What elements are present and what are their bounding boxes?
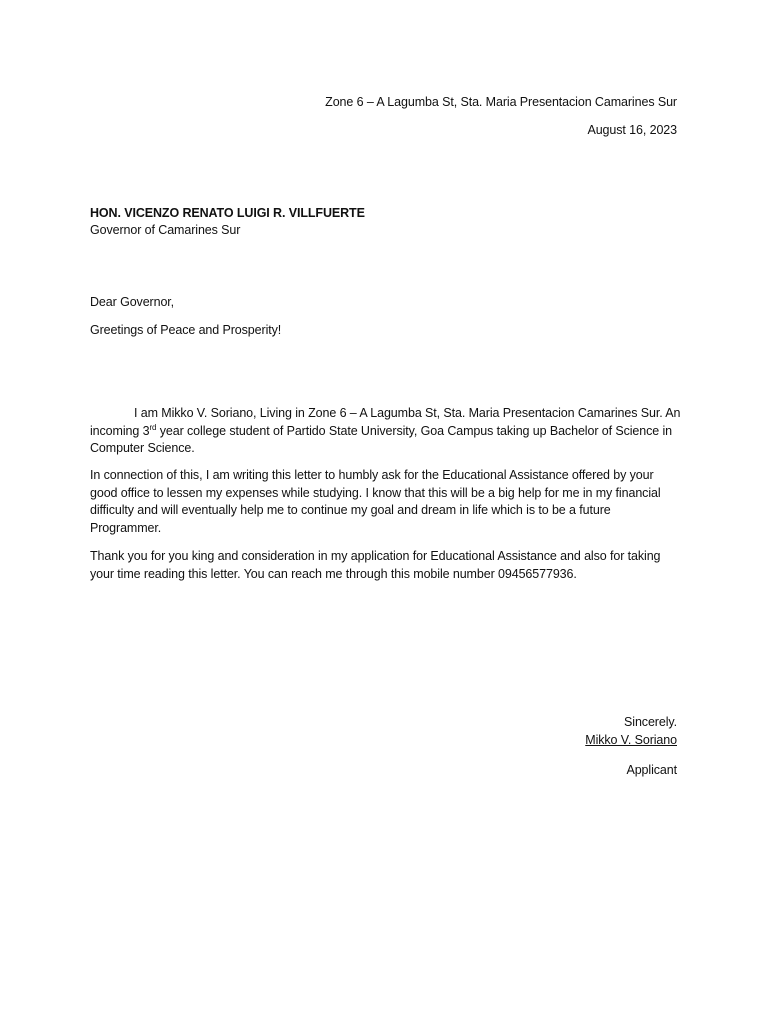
signature-role: Applicant (626, 763, 677, 777)
closing: Sincerely. (624, 715, 677, 729)
paragraph-2-text: In connection of this, I am writing this letter to humbly ask for the Educational Assistance offered by your good office to lessen my expenses while studying. I know that this will be a big help for me in my financial difficulty and will eventually help me to continue my goal and dream in life which is to be a future Programmer. (90, 468, 661, 535)
paragraph-1-text-b: year college student of Partido State University, Goa Campus taking up Bachelor of Science in Computer Science. (90, 423, 673, 455)
salutation: Dear Governor, (90, 295, 175, 309)
body-paragraph-2 (90, 467, 682, 537)
body-paragraph-3 (90, 548, 682, 583)
recipient-title: Governor of Camarines Sur (90, 223, 241, 237)
signature-name: Mikko V. Soriano (585, 733, 677, 747)
paragraph-3-text: Thank you for you king and consideration in my application for Educational Assistance and also for taking your time reading this letter. You can reach me through this mobile number 09456577936. (90, 549, 661, 581)
recipient-name: HON. VICENZO RENATO LUIGI R. VILLFUERTE (90, 206, 365, 220)
ordinal-suffix: rd (149, 422, 157, 432)
body-paragraph-1 (90, 405, 682, 458)
paragraph-1-text-a: I am Mikko V. Soriano, Living in Zone 6 – A Lagumba St, Sta. Maria Presentacion Camarines Sur. An incoming 3 (90, 406, 681, 438)
letter-date: August 16, 2023 (587, 123, 677, 137)
greeting: Greetings of Peace and Prosperity! (90, 323, 282, 337)
sender-address: Zone 6 – A Lagumba St, Sta. Maria Presentacion Camarines Sur (325, 95, 677, 109)
